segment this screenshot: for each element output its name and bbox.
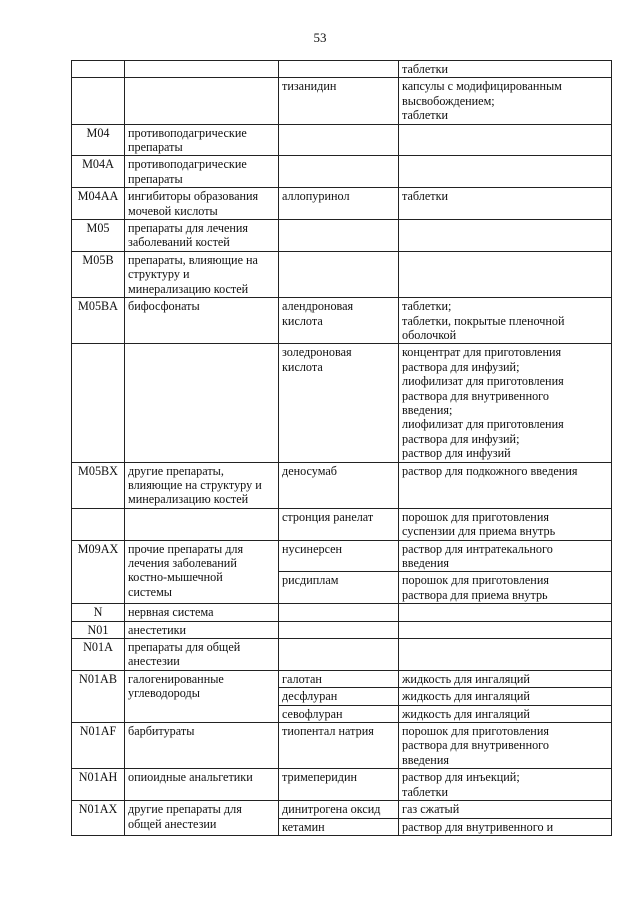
atc-group-cell: противоподагрические препараты [125,124,279,156]
atc-group-cell: прочие препараты для лечения заболеваний костно-мышечной системы [125,540,279,604]
dosage-form-cell: раствор для интратекального введения [399,540,612,572]
dosage-form-cell: порошок для приготовления раствора для внутривенного введения [399,723,612,769]
atc-group-cell [125,61,279,78]
atc-group-cell: анестетики [125,621,279,638]
drug-name-cell [279,639,399,671]
drug-name-cell [279,251,399,297]
drug-name-cell: десфлуран [279,688,399,705]
dosage-form-cell: концентрат для приготовления раствора для инфузий; лиофилизат для приготовления раствора для внутривенного введения; лиофилизат для приготовления раствора для инфузий; раствор для инфузий [399,344,612,462]
drug-name-cell [279,621,399,638]
table-row [72,298,612,344]
dosage-form-cell: раствор для подкожного введения [399,462,612,508]
atc-code-cell [72,344,125,462]
drug-name-cell: деносумаб [279,462,399,508]
dosage-form-cell: таблетки [399,188,612,220]
atc-group-cell [125,78,279,124]
atc-group-cell: другие препараты, влияющие на структуру и минерализацию костей [125,462,279,508]
drug-name-cell: нусинерсен [279,540,399,572]
atc-group-cell [125,508,279,540]
atc-code-cell [72,78,125,124]
atc-code-cell: M05BX [72,462,125,508]
drug-name-cell: тиопентал натрия [279,723,399,769]
drug-name-cell: алендроновая кислота [279,298,399,344]
atc-code-cell: N01 [72,621,125,638]
atc-code-cell: M04A [72,156,125,188]
dosage-form-cell: жидкость для ингаляций [399,670,612,687]
dosage-form-cell [399,220,612,252]
dosage-form-cell: жидкость для ингаляций [399,688,612,705]
table-row [72,124,612,156]
drug-name-cell: тизанидин [279,78,399,124]
table-row [72,462,612,508]
atc-group-cell [125,344,279,462]
atc-code-cell: M05 [72,220,125,252]
drug-name-cell [279,124,399,156]
atc-code-cell: N01AF [72,723,125,769]
drug-name-cell: аллопуринол [279,188,399,220]
table-row [72,769,612,801]
atc-group-cell: другие препараты для общей анестезии [125,801,279,836]
atc-code-cell: M09AX [72,540,125,604]
drug-name-cell: золедроновая кислота [279,344,399,462]
atc-group-cell: галогенированные углеводороды [125,670,279,722]
atc-group-cell: барбитураты [125,723,279,769]
dosage-form-cell [399,621,612,638]
dosage-form-cell: таблетки; таблетки, покрытые пленочной оболочкой [399,298,612,344]
atc-group-cell: препараты для общей анестезии [125,639,279,671]
table-row [72,251,612,297]
drug-name-cell: севофлуран [279,705,399,722]
atc-code-cell: N01AB [72,670,125,722]
atc-group-cell: опиоидные анальгетики [125,769,279,801]
dosage-form-cell: раствор для внутривенного и [399,818,612,835]
atc-code-cell: M04AA [72,188,125,220]
dosage-form-cell: порошок для приготовления суспензии для приема внутрь [399,508,612,540]
drug-name-cell: кетамин [279,818,399,835]
atc-code-cell: N01AH [72,769,125,801]
dosage-form-cell [399,604,612,621]
table-row [72,61,612,78]
drug-table-body [72,61,612,836]
table-row [72,639,612,671]
drug-name-cell: стронция ранелат [279,508,399,540]
table-row [72,540,612,572]
dosage-form-cell: таблетки [399,61,612,78]
atc-code-cell: M04 [72,124,125,156]
drug-name-cell [279,220,399,252]
atc-group-cell: препараты, влияющие на структуру и минерализацию костей [125,251,279,297]
atc-code-cell: M05BA [72,298,125,344]
dosage-form-cell [399,639,612,671]
drug-name-cell: рисдиплам [279,572,399,604]
page-number: 53 [313,30,327,45]
dosage-form-cell: раствор для инъекций; таблетки [399,769,612,801]
atc-code-cell: N01AX [72,801,125,836]
table-row [72,801,612,818]
table-row [72,604,612,621]
atc-group-cell: ингибиторы образования мочевой кислоты [125,188,279,220]
atc-code-cell [72,61,125,78]
table-row [72,156,612,188]
table-row [72,344,612,462]
drug-name-cell [279,156,399,188]
atc-code-cell [72,508,125,540]
table-row [72,220,612,252]
table-row [72,188,612,220]
drug-name-cell: галотан [279,670,399,687]
table-row [72,78,612,124]
atc-code-cell: N [72,604,125,621]
atc-group-cell: нервная система [125,604,279,621]
dosage-form-cell [399,251,612,297]
drug-name-cell [279,604,399,621]
atc-group-cell: препараты для лечения заболеваний костей [125,220,279,252]
table-row [72,508,612,540]
dosage-form-cell: капсулы с модифицированным высвобождением; таблетки [399,78,612,124]
drug-name-cell [279,61,399,78]
atc-group-cell: противоподагрические препараты [125,156,279,188]
dosage-form-cell: жидкость для ингаляций [399,705,612,722]
table-row [72,621,612,638]
dosage-form-cell [399,124,612,156]
atc-group-cell: бифосфонаты [125,298,279,344]
atc-code-cell: M05B [72,251,125,297]
dosage-form-cell: газ сжатый [399,801,612,818]
drug-name-cell: динитрогена оксид [279,801,399,818]
drug-table [71,60,612,836]
atc-code-cell: N01A [72,639,125,671]
dosage-form-cell [399,156,612,188]
table-row [72,723,612,769]
drug-name-cell: тримеперидин [279,769,399,801]
dosage-form-cell: порошок для приготовления раствора для приема внутрь [399,572,612,604]
table-row [72,670,612,687]
